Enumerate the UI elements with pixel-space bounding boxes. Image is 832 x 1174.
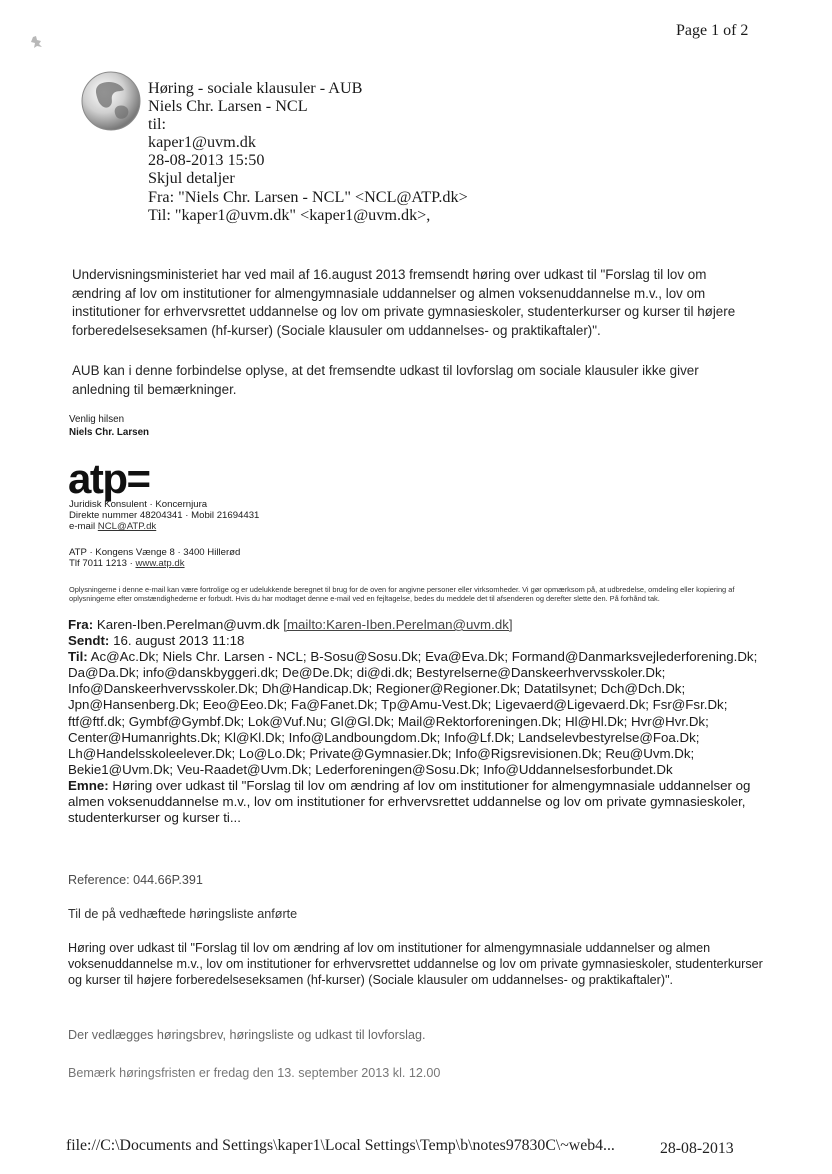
- hearing-paragraph: Høring over udkast til "Forslag til lov om ændring af lov om institutioner for almengymnasiale uddannelser og almen voksenuddannelse m.v., lov om institutioner for erhvervsrettet uddannelse og lov om private gymnasieskoler, studenterkurser og kurser til højere forberedelseseksamen (hf-kurser) (Sociale klausuler om uddannelses- og praktikaftaler)".: [68, 941, 763, 987]
- company-email-link[interactable]: NCL@ATP.dk: [97, 521, 157, 533]
- forwarded-from: Fra: Karen-Iben.Perelman@uvm.dk [mailto:Karen-Iben.Perelman@uvm.dk]: [68, 617, 513, 632]
- company-web-link[interactable]: www.atp.dk: [135, 558, 185, 570]
- footer-file-path: file://C:\Documents and Settings\kaper1\Local Settings\Temp\b\notes97830C\~web4...: [66, 1137, 615, 1154]
- company-address: ATP · Kongens Vænge 8 · 3400 Hillerød: [69, 547, 241, 558]
- message-to-line: Til: "kaper1@uvm.dk" <kaper1@uvm.dk>,: [148, 205, 431, 224]
- forwarded-mailto-link[interactable]: [mailto:Karen-Iben.Perelman@uvm.dk]: [283, 617, 513, 632]
- forwarded-to: Til: Ac@Ac.Dk; Niels Chr. Larsen - NCL; B-Sosu@Sosu.Dk; Eva@Eva.Dk; Formand@Danmarksvejlederforening.Dk; Da@Da.Dk; info@danskbyggeri.dk; De@De.Dk; di@di.dk; Bestyrelserne@Danskeerhvervsskoler.Dk; Info@Danskeerhvervsskoler.Dk; Dh@Handicap.Dk; Regioner@Regioner.Dk; Datatilsynet; Dch@Dch.Dk; Jpn@Hansenberg.Dk; Eeo@Eeo.Dk; Fa@Fanet.Dk; Tp@Amu-Vest.Dk; Ligevaerd@Ligevaerd.Dk; Fsr@Fsr.Dk; ftf@ftf.dk; Gymbf@Gymbf.Dk; Lok@Vuf.Nu; Gl@Gl.Dk; Mail@Rektorforeningen.Dk; Hl@Hl.Dk; Hvr@Hvr.Dk; Center@Humanrights.Dk; Kl@Kl.Dk; Info@Landboungdom.Dk; Info@Lf.Dk; Landselevbestyrelse@Foa.Dk; Lh@Handelsskoleelever.Dk; Lo@Lo.Dk; Private@Gymnasier.Dk; Info@Rigsrevisionen.Dk; Reu@Uvm.Dk; Bekie1@Uvm.Dk; Veu-Raadet@Uvm.Dk; Lederforeningen@Sosu.Dk; Info@Uddannelsesforbundet.Dk: [68, 649, 758, 777]
- forwarded-sent: Sendt: 16. august 2013 11:18: [68, 633, 245, 649]
- atp-logo: atp=: [68, 455, 150, 502]
- signature-greeting: Venlig hilsen: [69, 414, 125, 425]
- message-subject: Høring - sociale klausuler - AUB: [148, 79, 363, 97]
- recipients-note: Til de på vedhæftede høringsliste anførte: [68, 907, 298, 921]
- body-paragraph-2: AUB kan i denne forbindelse oplyse, at det fremsendte udkast til lovforslag om sociale klausuler ikke giver anledning til bemærkninger.: [72, 363, 699, 397]
- message-from-line: Fra: "Niels Chr. Larsen - NCL" <NCL@ATP.dk>: [148, 187, 468, 206]
- message-header: [148, 79, 468, 224]
- hide-details-link[interactable]: Skjul detaljer: [148, 169, 235, 188]
- globe-avatar-icon: [80, 70, 142, 132]
- signature-name: Niels Chr. Larsen: [69, 426, 150, 438]
- company-phone: Direkte nummer 48204341 · Mobil 21694431: [69, 510, 260, 522]
- message-sender: Niels Chr. Larsen - NCL: [148, 97, 308, 116]
- email-disclaimer: Oplysningerne i denne e-mail kan være fortrolige og er udelukkende beregnet til brug for de oven for angivne personer eller virksomheder. Vi gør opmærksom på, at udbredelse, omdeling eller kopiering af oplysningerne efter omstændighederne er forbudt. Hvis du har modtaget denne e-mail ved en fejltagelse, bedes du meddele det til afsenderen og derefter slette den. På forhånd tak.: [69, 585, 735, 604]
- message-datetime: 28-08-2013 15:50: [148, 151, 265, 170]
- message-to-label: til:: [148, 115, 166, 134]
- company-contact: [69, 499, 259, 533]
- footer-date: 28-08-2013: [660, 1140, 734, 1157]
- signature: [69, 414, 149, 439]
- page-number: Page 1 of 2: [676, 22, 749, 39]
- message-recipient: kaper1@uvm.dk: [148, 133, 256, 152]
- forwarded-message-header: [68, 617, 768, 826]
- company-address-block: [69, 547, 240, 569]
- company-email-line: e-mail NCL@ATP.dk: [69, 521, 157, 533]
- company-tel-line: Tlf 7011 1213 · www.atp.dk: [69, 558, 185, 570]
- deadline-line: Bemærk høringsfristen er fredag den 13. september 2013 kl. 12.00: [68, 1066, 441, 1080]
- body-paragraph-1: Undervisningsministeriet har ved mail af 16.august 2013 fremsendt høring over udkast til "Forslag til lov om ændring af lov om institutioner for almengymnasiale uddannelser og almen voksenuddannelse m.v., lov om institutioner for erhvervsrettet uddannelse og lov om private gymnasieskoler, studenterkurser og kurser til højere forberedelseseksamen (hf-kurser) (Sociale klausuler om uddannelses- og praktikaftaler)".: [72, 267, 736, 338]
- enclosures-line: Der vedlægges høringsbrev, høringsliste og udkast til lovforslag.: [68, 1028, 426, 1042]
- company-role: Juridisk Konsulent · Koncernjura: [69, 499, 208, 510]
- reference-line: Reference: 044.66P.391: [68, 873, 203, 887]
- scan-speck-icon: [30, 35, 44, 49]
- forwarded-subject: Emne: Høring over udkast til "Forslag til lov om ændring af lov om institutioner for almengymnasiale uddannelser og almen voksenuddannelse m.v., lov om institutioner for erhvervsrettet uddannelse og lov om private gymnasieskoler, studenterkurser og kurser ti...: [68, 777, 751, 826]
